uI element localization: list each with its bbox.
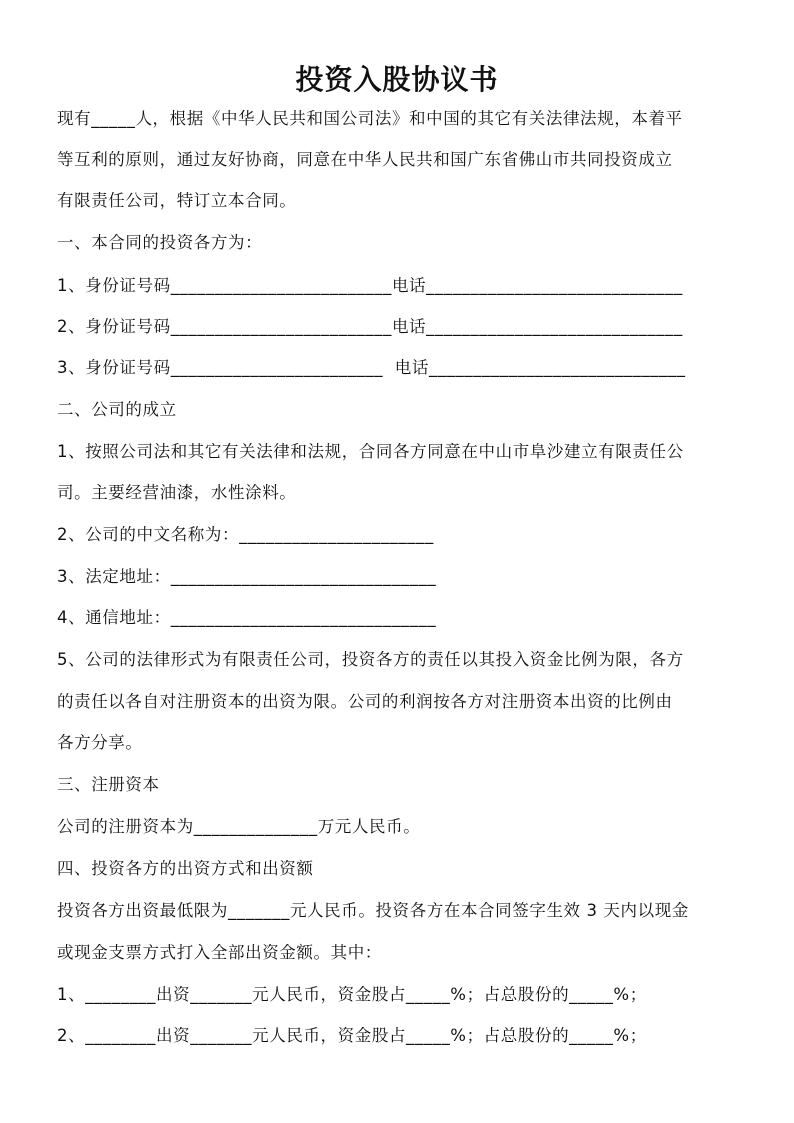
paragraph-line: 1、按照公司法和其它有关法律和法规，合同各方同意在中山市阜沙建立有限责任公 xyxy=(57,442,684,461)
section-heading: 二、公司的成立 xyxy=(57,400,177,419)
section-heading: 一、本合同的投资各方为： xyxy=(57,233,263,252)
section-heading: 四、投资各方的出资方式和出资额 xyxy=(57,859,314,878)
company-name-line: 2、公司的中文名称为：______________________ xyxy=(57,525,434,544)
contribution-line: 2、________出资_______元人民币，资金股占_____%；占总股份的_____%； xyxy=(57,1026,647,1045)
registered-capital-line: 公司的注册资本为______________万元人民币。 xyxy=(57,817,421,836)
mailing-address-line: 4、通信地址：______________________________ xyxy=(57,608,437,627)
paragraph-line: 的责任以各自对注册资本的出资为限。公司的利润按各方对注册资本出资的比例由 xyxy=(57,692,673,711)
paragraph-line: 投资各方出资最低限为_______元人民币。投资各方在本合同签字生效 3 天内以现金 xyxy=(57,901,689,920)
paragraph-line: 各方分享。 xyxy=(57,733,143,752)
section-heading: 三、注册资本 xyxy=(57,775,160,794)
paragraph-line: 5、公司的法律形式为有限责任公司，投资各方的责任以其投入资金比例为限，各方 xyxy=(57,650,684,669)
investor-line: 1、身份证号码_________________________电话_____________________________ xyxy=(57,276,683,295)
paragraph-line: 司。主要经营油漆，水性涂料。 xyxy=(57,483,297,502)
document-title: 投资入股协议书 xyxy=(295,63,499,96)
paragraph-line: 现有_____人，根据《中华人民共和国公司法》和中国的其它有关法律法规，本着平 xyxy=(57,109,683,128)
contribution-line: 1、________出资_______元人民币，资金股占_____%；占总股份的_____%； xyxy=(57,985,647,1004)
paragraph-line: 等互利的原则，通过友好协商，同意在中华人民共和国广东省佛山市共同投资成立 xyxy=(57,150,673,169)
investor-line: 3、身份证号码________________________ 电话_____________________________ xyxy=(57,358,686,377)
paragraph-line: 有限责任公司，特订立本合同。 xyxy=(57,191,297,210)
paragraph-line: 或现金支票方式打入全部出资金额。其中： xyxy=(57,943,382,962)
investor-line: 2、身份证号码_________________________电话_____________________________ xyxy=(57,317,683,336)
legal-address-line: 3、法定地址：______________________________ xyxy=(57,567,437,586)
